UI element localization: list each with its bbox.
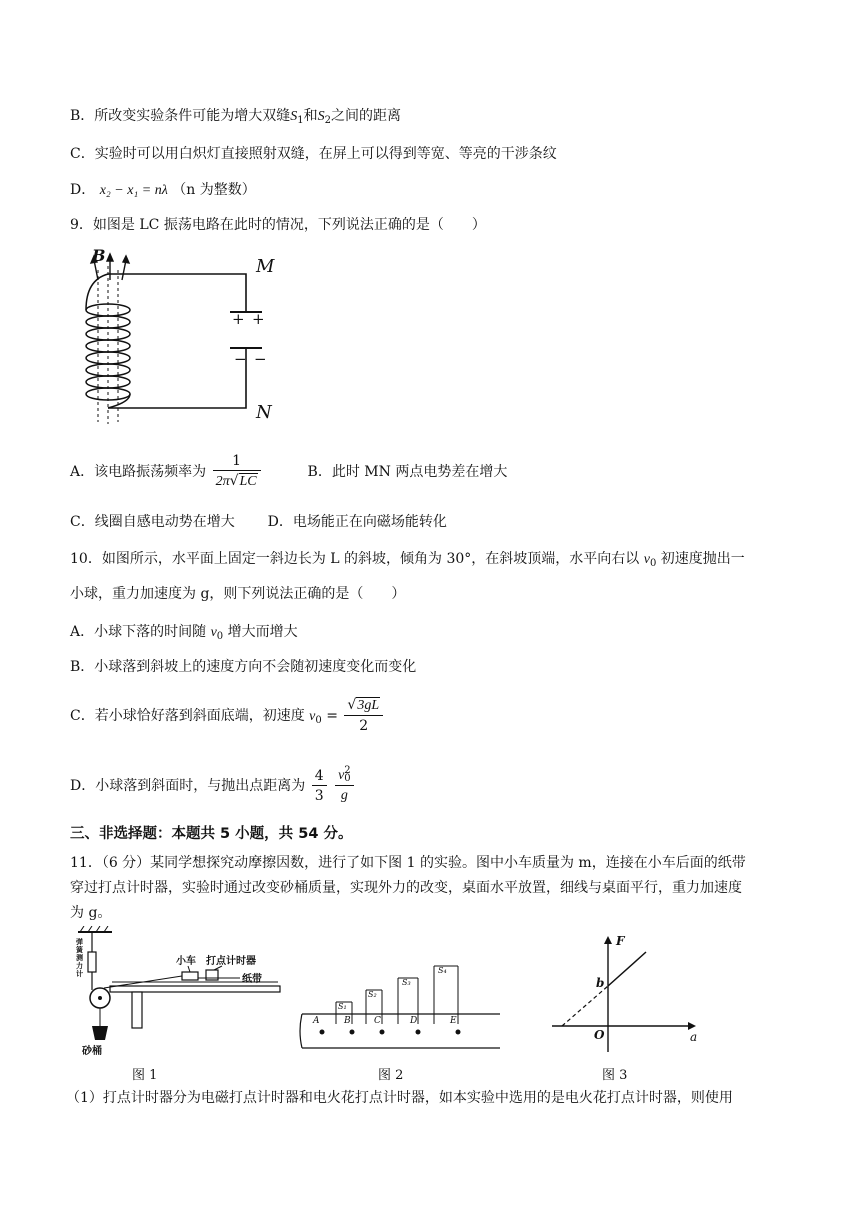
- segment-s3: S₃: [402, 978, 411, 987]
- field-label-b: B: [92, 246, 106, 265]
- q11-stem-line3: 为 g。: [70, 905, 112, 921]
- tape-label: 纸带: [242, 974, 262, 985]
- spring-scale-label: 弹簧测力计: [76, 938, 83, 978]
- axis-label-a: a: [690, 1030, 698, 1044]
- tape-point-e: E: [450, 1016, 457, 1026]
- experiment-setup-figure: [72, 926, 282, 1056]
- q8-option-d: D． x₂ − x₁ = nλ （n 为整数）: [70, 182, 256, 198]
- car-label: 小车: [176, 956, 196, 967]
- q10-option-a: A．小球下落的时间随 $v_0$ 增大而增大: [70, 624, 298, 642]
- minus-sign-left: −: [234, 350, 247, 368]
- intercept-label-b: b: [596, 976, 605, 990]
- tape-point-d: D: [410, 1016, 418, 1026]
- q8-option-c: C．实验时可以用白炽灯直接照射双缝，在屏上可以得到等宽、等亮的干涉条纹: [70, 146, 557, 162]
- segment-s1: S₁: [338, 1002, 347, 1011]
- sand-bucket-label: 砂桶: [82, 1046, 102, 1057]
- q8-option-d-formula: x₂ − x₁ = nλ: [99, 183, 168, 198]
- section-heading: 三、非选择题：本题共 5 小题，共 54 分。: [70, 826, 353, 842]
- figure-3-caption: 图 3: [602, 1068, 628, 1083]
- segment-s2: S₂: [368, 990, 377, 999]
- tape-point-b: B: [344, 1016, 351, 1026]
- plus-sign-right: +: [252, 310, 265, 328]
- q9-options-cd: C．线圈自感电动势在增大 D．电场能正在向磁场能转化: [70, 514, 447, 530]
- axis-label-f: F: [616, 934, 625, 948]
- q10-stem-line2: 小球，重力加速度为 g，则下列说法正确的是（ ）: [70, 586, 406, 602]
- figure-2-caption: 图 2: [378, 1068, 404, 1083]
- q10-option-c: C．若小球恰好落到斜面底端，初速度 $v_0$ = $\frac{√3gL}{2}$: [70, 696, 385, 736]
- initial-speed-fraction: $\frac{√3gL}{2}$: [344, 696, 383, 736]
- plus-sign-left: +: [232, 310, 245, 328]
- segment-s4: S₄: [438, 966, 447, 975]
- paper-tape-figure: [296, 960, 504, 1056]
- minus-sign-right: −: [254, 350, 267, 368]
- frequency-fraction: $\frac{1}{2\pi√LC}$: [213, 452, 261, 492]
- node-label-n: N: [256, 402, 272, 423]
- origin-label: O: [594, 1028, 605, 1042]
- timer-label: 打点计时器: [206, 956, 256, 967]
- q10-option-d: D．小球落到斜面时，与抛出点距离为 $\frac{4}{3}$ v 2 0 g: [70, 766, 356, 806]
- q11-stem-line1: 11．（6 分）某同学想探究动摩擦因数，进行了如下图 1 的实验。图中小车质量为 m，连接在小车后面的纸带: [70, 855, 746, 871]
- q9-options-ab: A．该电路振荡频率为 $\frac{1}{2\pi√LC}$ B．此时 MN 两点电势差在增大: [70, 452, 507, 492]
- force-acceleration-graph: [546, 934, 706, 1058]
- lc-circuit-figure: [68, 246, 288, 430]
- q11-stem-line2: 穿过打点计时器，实验时通过改变砂桶质量，实现外力的改变，桌面水平放置，细线与桌面平行，重力加速度: [70, 880, 742, 896]
- tape-point-a: A: [313, 1016, 320, 1026]
- tape-point-c: C: [374, 1016, 381, 1026]
- figure-1-caption: 图 1: [132, 1068, 158, 1083]
- q9-stem: 9．如图是 LC 振荡电路在此时的情况，下列说法正确的是（ ）: [70, 217, 486, 233]
- q11-subquestion-1: （1）打点计时器分为电磁打点计时器和电火花打点计时器，如本实验中选用的是电火花打点计时器，则使用: [66, 1090, 733, 1106]
- q10-stem-line1: 10．如图所示，水平面上固定一斜边长为 L 的斜坡，倾角为 30°，在斜坡顶端，水平向右以 $v_0$ 初速度抛出一: [70, 551, 745, 569]
- node-label-m: M: [256, 256, 275, 277]
- q8-option-b: B．所改变实验条件可能为增大双缝$S_1$和$S_2$之间的距离: [70, 108, 402, 126]
- q10-option-b: B．小球落到斜坡上的速度方向不会随初速度变化而变化: [70, 659, 417, 675]
- distance-fraction: v 2 0 g: [335, 766, 354, 806]
